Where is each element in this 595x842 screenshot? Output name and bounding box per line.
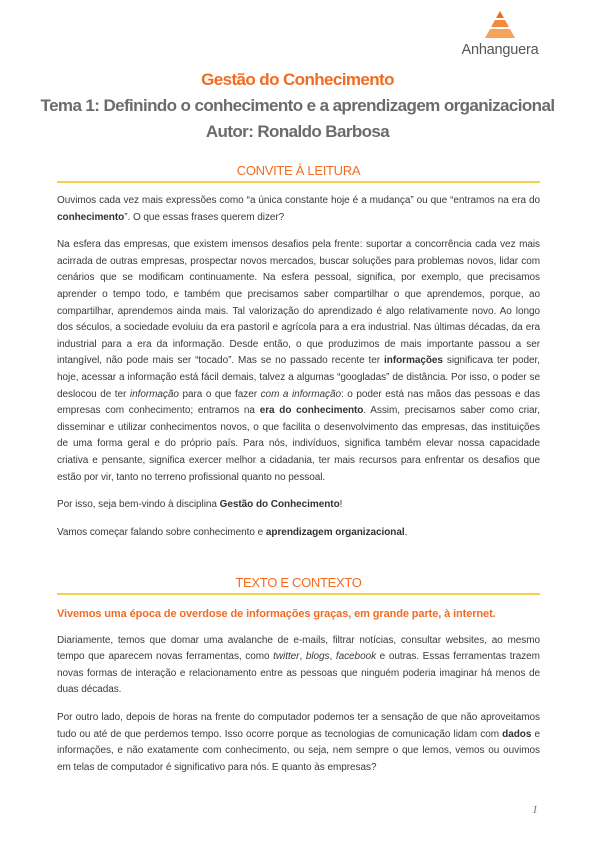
italic-text: twitter — [273, 651, 300, 663]
text-run: significava ter poder, hoje, acessar a informação está fácil demais, talvez a algumas “googladas” de distância. Por isso, o poder se deslocou de ter — [57, 355, 540, 400]
section-heading-texto — [57, 575, 540, 595]
page-number: 1 — [532, 802, 538, 816]
bold-text: informações — [384, 355, 443, 367]
anhanguera-logo-icon — [483, 10, 517, 40]
text-run: Na esfera das empresas, que existem imensos desafios pela frente: suportar a concorrência cada vez mais acirrada de outras empresas, prospectar novos mercados, buscar soluções para problemas novos, lidar com cenários que se modificam continuamente. Na esfera pessoal, significa, por exemplo, que precisamos aprender o tempo todo, e também que precisamos saber compartilhar o que aprendemos, porque, ao compartilhar, aprendemos ainda mais. Tal valorização do aprendizado é algo relativamente novo. Ao longo dos séculos, a sociedade evoluiu da era pastoril e agrícola para a era industrial. Nas últimas décadas, da era industrial para a era da informação. Desde então, o que produzimos de mais importante passou a ser intangível, não pode mais ser “tocado”. Mas se no passado recente ter — [57, 239, 540, 367]
text-run: ! — [339, 499, 343, 511]
text-run: e outras. Essas ferramentas trazem novas formas de interação e relacionamento entre as pessoas que ninguém poderia imaginar há menos de duas décadas. — [57, 651, 540, 696]
text-run: e informações, e não exatamente com conhecimento, ou seja, nem sempre o que lemos, vemos ou ouvimos em telas de computador é significativo para nós. E quanto às empresas? — [57, 728, 540, 773]
italic-text: blogs — [305, 651, 330, 663]
text-run: . — [404, 526, 408, 538]
bold-text: Gestão do Conhecimento — [219, 499, 340, 511]
anhanguera-logo — [460, 10, 540, 58]
text-run: : o poder está nas mãos das pessoas e das empresas com conhecimento; entramos na — [57, 388, 541, 417]
italic-text: informação — [129, 388, 179, 400]
text-run: , — [299, 651, 306, 663]
document-title: Gestão do Conhecimento — [201, 70, 394, 89]
paragraph — [57, 237, 540, 486]
brand-name: Anhanguera — [461, 42, 539, 58]
section-heading-convite — [57, 163, 540, 183]
paragraph — [57, 193, 540, 226]
text-run: Por outro lado, depois de horas na frente do computador podemos ter a sensação de que não aproveitamos tudo ou até de que perdemos tempo. Isso ocorre porque as tecnologias de comunicação lidam com — [57, 711, 540, 740]
paragraph — [57, 633, 540, 699]
text-run: , — [329, 651, 336, 663]
document-subtitle: Tema 1: Definindo o conhecimento e a aprendizagem organizacional — [40, 96, 555, 115]
italic-text: facebook — [335, 651, 377, 663]
section-divider — [57, 181, 540, 183]
lead-sentence: Vivemos uma época de overdose de informações graças, em grande parte, à internet. — [57, 608, 496, 620]
section-title: CONVITE À LEITURA — [236, 163, 361, 178]
text-run: Vamos começar falando sobre conhecimento e — [57, 526, 266, 538]
bold-text: aprendizagem organizacional — [265, 526, 405, 538]
text-run: Ouvimos cada vez mais expressões como “a única constante hoje é a mudança” ou que “entramos na era do — [57, 195, 540, 206]
paragraph — [57, 525, 540, 542]
section-body-texto — [57, 606, 540, 787]
section-title: TEXTO E CONTEXTO — [235, 575, 362, 590]
italic-text: com a informação — [260, 388, 341, 400]
bold-text: conhecimento — [57, 211, 125, 223]
text-run: ”. O que essas frases querem dizer? — [124, 211, 285, 223]
text-run: para o que fazer — [178, 388, 261, 400]
paragraph — [57, 497, 540, 514]
text-run: . Assim, precisamos saber como criar, disseminar e utilizar conhecimentos novos, o que facilita o desenvolvimento das empresas, das instituições de uma forma geral e do próprio país. Para nós, indivíduos, significa também elevar nossa capacidade criativa e pensante, significa exercer melhor a cidadania, ter mais recursos para enfrentar os desafios que estão por vir, tanto no terreno profissional quanto no pessoal. — [57, 405, 540, 483]
section-divider — [57, 593, 540, 595]
paragraph — [57, 710, 540, 776]
text-run: Por isso, seja bem-vindo à disciplina — [57, 499, 220, 511]
bold-text: era do conhecimento — [259, 405, 364, 417]
section-body-convite — [57, 193, 540, 552]
text-run: Diariamente, temos que domar uma avalanche de e-mails, filtrar notícias, consultar websites, ao mesmo tempo que aparecem novas ferramentas, como — [57, 634, 540, 663]
document-author: Autor: Ronaldo Barbosa — [205, 122, 390, 141]
bold-text: dados — [502, 728, 532, 740]
